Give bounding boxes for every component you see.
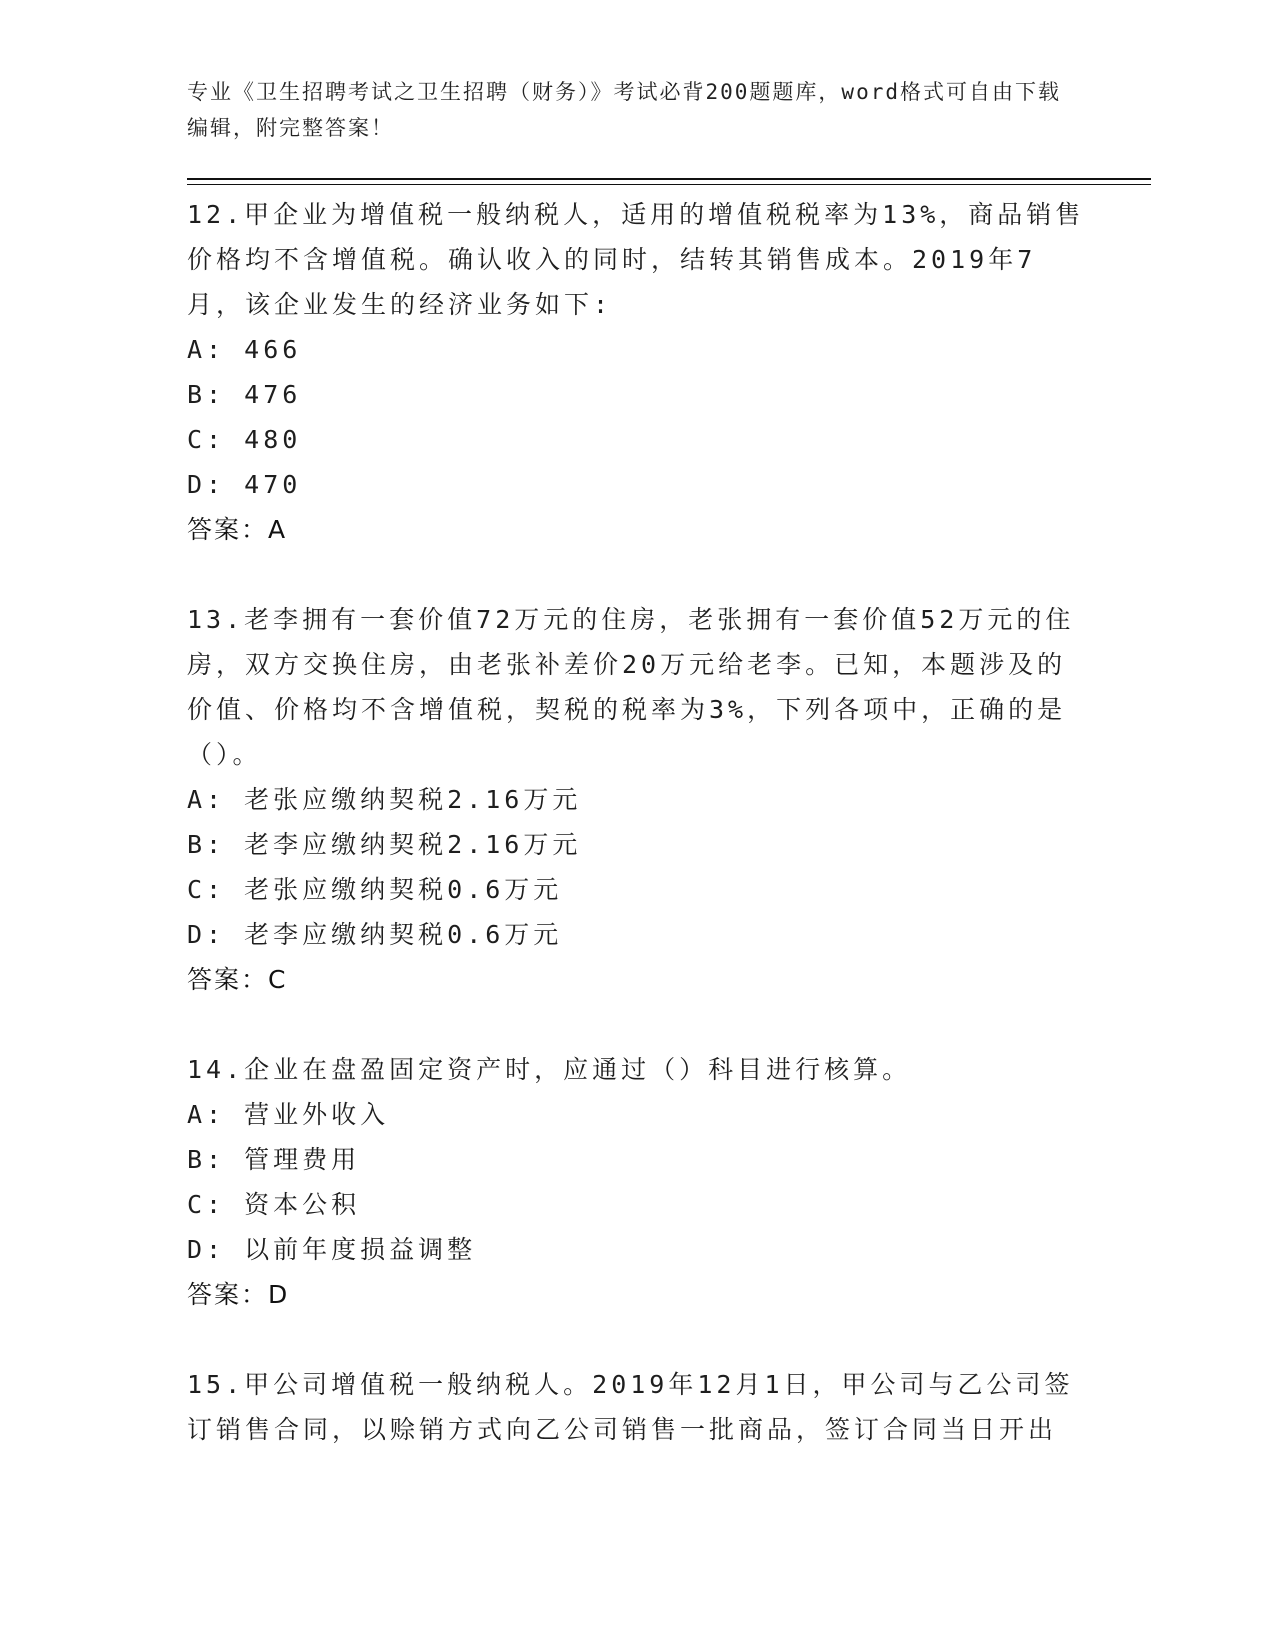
option-d: D: 470 (187, 470, 302, 499)
question-12 (187, 192, 1087, 552)
question-stem: 15.甲公司增值税一般纳税人。2019年12月1日，甲公司与乙公司签订销售合同，以赊销方式向乙公司销售一批商品，签订合同当日开出 (187, 1370, 1074, 1444)
question-gap (187, 1002, 1087, 1047)
question-14 (187, 1047, 1087, 1317)
option-c: C: 资本公积 (187, 1190, 361, 1219)
answer: 答案：A (187, 515, 288, 544)
header-rule-thick (187, 178, 1151, 180)
option-b: B: 老李应缴纳契税2.16万元 (187, 830, 582, 859)
option-b: B: 476 (187, 380, 302, 409)
option-d: D: 老李应缴纳契税0.6万元 (187, 920, 563, 949)
option-a: A: 466 (187, 335, 302, 364)
question-list (187, 192, 1087, 1452)
question-stem: 12.甲企业为增值税一般纳税人，适用的增值税税率为13%，商品销售价格均不含增值税。确认收入的同时，结转其销售成本。2019年7月，该企业发生的经济业务如下: (187, 200, 1085, 319)
question-gap (187, 552, 1087, 597)
question-13 (187, 597, 1087, 1002)
option-b: B: 管理费用 (187, 1145, 361, 1174)
question-15 (187, 1362, 1087, 1452)
document-header: 专业《卫生招聘考试之卫生招聘（财务）》考试必背200题题库，word格式可自由下载编辑，附完整答案！ (187, 80, 1061, 140)
question-gap (187, 1317, 1087, 1362)
option-a: A: 老张应缴纳契税2.16万元 (187, 785, 582, 814)
answer: 答案：D (187, 1280, 290, 1309)
header-rule-thin (187, 184, 1151, 185)
option-c: C: 老张应缴纳契税0.6万元 (187, 875, 563, 904)
option-a: A: 营业外收入 (187, 1100, 390, 1129)
option-c: C: 480 (187, 425, 302, 454)
answer: 答案：C (187, 965, 288, 994)
question-stem: 13.老李拥有一套价值72万元的住房，老张拥有一套价值52万元的住房，双方交换住房，由老张补差价20万元给老李。已知，本题涉及的价值、价格均不含增值税，契税的税率为3%，下列各项中，正确的是（）。 (187, 605, 1075, 769)
option-d: D: 以前年度损益调整 (187, 1235, 477, 1264)
question-stem: 14.企业在盘盈固定资产时，应通过（）科目进行核算。 (187, 1055, 912, 1084)
